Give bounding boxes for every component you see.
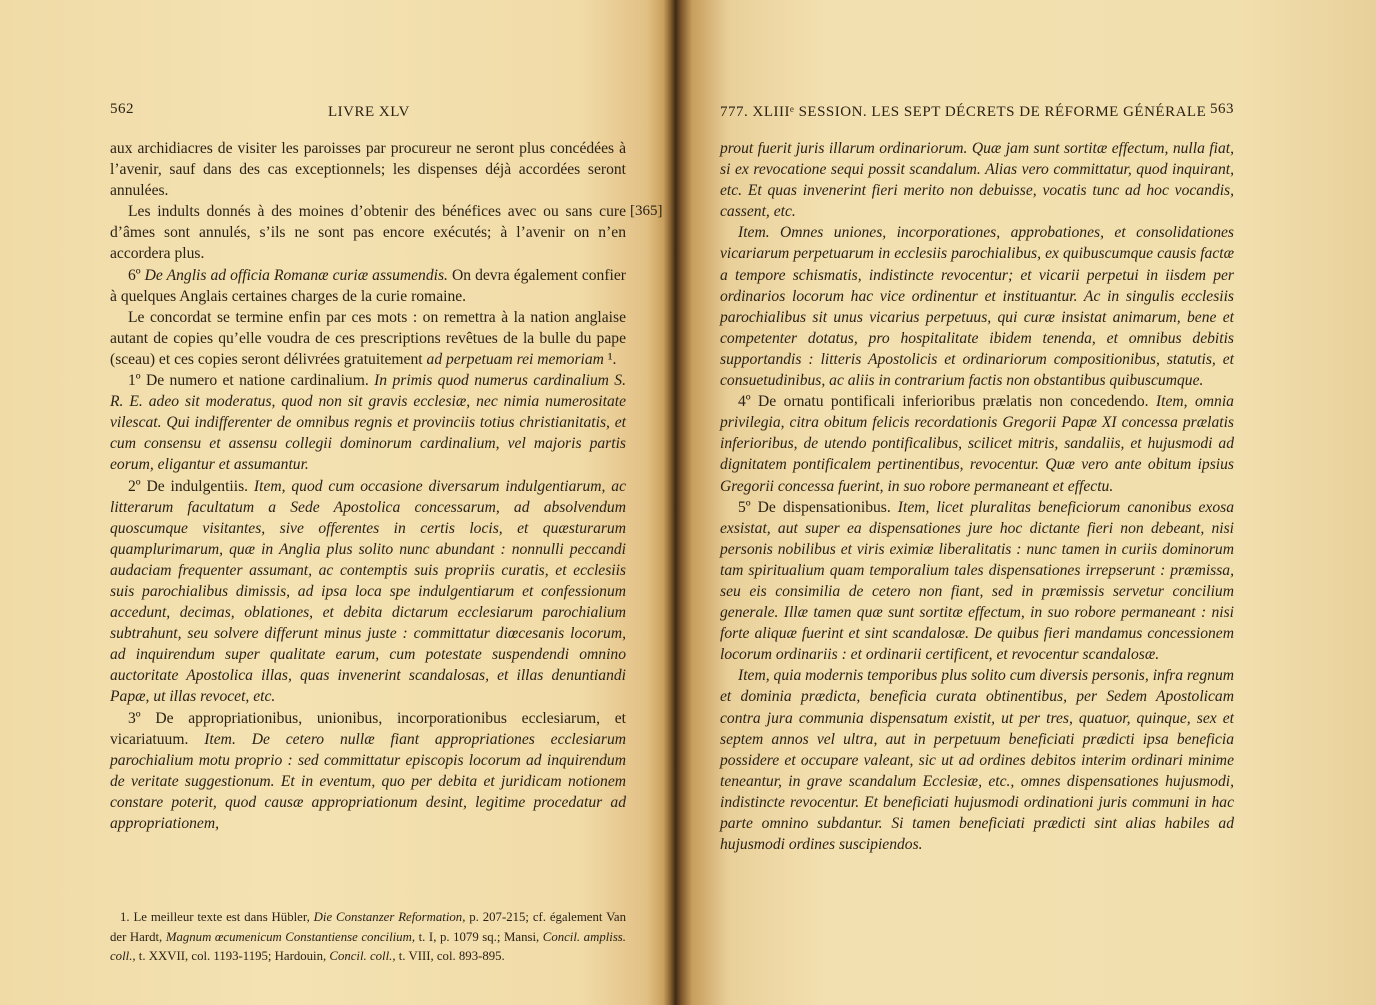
footnote-run: t. VIII, col. 893-895. [395, 949, 505, 963]
footnote-run: t. I, p. 1079 sq.; Mansi, [415, 929, 543, 944]
text-run: 4º De ornatu pontificali inferioribus prælatis non concedendo. [738, 393, 1156, 411]
right_page-paragraph [720, 497, 1234, 666]
footnote-run: Die Constanzer Reformation, [313, 910, 466, 924]
left-running-head: LIVRE XLV [328, 104, 410, 120]
right_page-paragraph [720, 138, 1234, 222]
text-run: ad perpetuam rei memoriam [426, 350, 604, 368]
text-run: ¹. [603, 350, 617, 368]
right-page [678, 0, 1376, 1005]
text-run: prout fuerit juris illarum ordinariorum. Quæ jam sunt sortitæ effectum, nulla fiat, si ex revocatione sequi possit scandalum. Alias vero committatur, quod inquirant, etc. Et quas invenerint fieri merito non debuisse, vocatis tunc ad hoc vocandis, cassent, etc. [720, 140, 1234, 221]
text-run: In primis quod numerus cardinalium S. R. E. adeo sit moderatus, quod non sit gravis ecclesiæ, nec nimia numerositate vilescat. Qui indifferenter de omnibus regnis et provinciis totius christianitatis, et cum consensu et assensu collegii dominorum cardinalium, vel majoris partis eorum, eligantur et assumantur. [110, 372, 626, 474]
text-run: On devra également confier à quelques Anglais certaines charges de la curie romaine. [110, 266, 626, 305]
text-run: 3º De appropriationibus, unionibus, incorporationibus ecclesiarum, et vicariatuum. [110, 709, 626, 748]
text-run: Item. Omnes uniones, incorporationes, approbationes, et consolidationes vicariarum perpetuarum in ecclesiis parochialibus, ex quibuscumque causis factæ a tempore schismatis, indistincte revocentur; et vicarii perpetui in iisdem per ordinarios locorum hac vice ordinentur et instituantur. Ac in singulis ecclesiis parochialibus sit unus vicarius perpetuus, qui curæ insistat animarum, bene et competenter dotatus, pro hospitalitate ibidem tenenda, et omnibus debitis supportandis : litteris Apostolicis et ordinariorum compositionibus, statutis, et consuetudinibus, ac aliis in contrarium factis non obstantibus quibuscumque. [720, 224, 1234, 390]
left-footnote [110, 908, 626, 967]
footnote-run: Magnum œcumenicum Constantiense concilium, [165, 929, 416, 944]
text-run: Les indults donnés à des moines d’obtenir des bénéfices avec ou sans cure d’âmes sont annulés, s’ils ne sont pas encore exécutés; à l’avenir on n’en accordera plus. [110, 203, 626, 263]
left_page-paragraph [110, 265, 626, 307]
footnote-run: Concil. ampliss. coll., [110, 929, 626, 963]
text-run: Item, quia modernis temporibus plus solito cum diversis personis, infra regnum et dominia prædicta, beneficia curata obtinentibus, per Sedem Apostolicam contra jura communia dispensatum existit, ut per tres, quatuor, quinque, sex et septem annos vel ultra, aut in perpetuum beneficiati prædicti ipsa beneficia possidere et occupare valeant, sic ut ad ordines debitos interim ordinari minime teneantur, in grave scandalum Ecclesiæ, etc., omnes dispensationes hujusmodi, indistincte revocentur. Et beneficiati hujusmodi ordinationi juris communi in hac parte omnino subdantur. Si tamen beneficiati prædicti sint alias habiles ad hujusmodi ordines suscipiendos. [720, 667, 1234, 854]
footnote-run: t. XXVII, col. 1193-1195; Hardouin, [135, 949, 330, 963]
left-body-text [110, 138, 626, 834]
right-body-text [720, 138, 1234, 855]
footnote-run: p. 207-215; cf. également Van der Hardt, [110, 910, 626, 944]
text-run: Le concordat se termine enfin par ces mots : on remettra à la nation anglaise autant de copies qu’elle voudra de ces prescriptions revêtues de la bulle du pape (sceau) et ces copies seront délivrées gratuitement [110, 308, 626, 368]
footnote-text [110, 908, 626, 967]
text-run: aux archidiacres de visiter les paroisses par procureur ne seront plus concédées à l’avenir, sauf dans des cas exceptionnels; les dispenses déjà accordées seront annulées. [110, 140, 626, 200]
text-run: 1º De numero et natione cardinalium. [128, 372, 375, 390]
left_page-paragraph [110, 370, 626, 475]
text-run: 5º De dispensationibus. [738, 498, 898, 516]
text-run: 6º [128, 266, 145, 284]
right_page-paragraph [720, 665, 1234, 855]
text-run: Item, licet pluralitas beneficiorum canonibus exosa exsistat, aut super ea dispensationes jure hoc dictante fieri non debeant, nisi personis nobilibus et viris eximiæ liberalitatis : nunc tamen in curiis dominorum tam spiritualium quam temporalium tales dispensationes irrepserunt : præmissa, seu eis consimilia de cetero non fiant, sed in præmissis servetur concilium generale. Illæ tamen quæ sunt sortitæ effectum, in suo robore permaneant : nisi forte aliquæ fuerint et sint scandalosæ. De quibus fieri mandamus concessionem locorum ordinariis : et ordinarii certificent, et revocentur scandalosæ. [720, 498, 1234, 664]
left_page-paragraph [110, 201, 626, 264]
text-run: De Anglis ad officia Romanæ curiæ assumendis. [144, 266, 448, 284]
left_page-paragraph [110, 708, 626, 835]
text-run: 2º De indulgentiis. [128, 477, 254, 495]
margin-reference: [365] [630, 203, 663, 219]
footnote-run: 1. Le meilleur texte est dans Hübler, [120, 910, 314, 924]
text-run: Item, quod cum occasione diversarum indulgentiarum, ac litterarum facultatum a Sede Apostolica concessarum, ad absolvendum quoscumque visitantes, sive offerentes in certis locis, et quæsturarum quamplurimarum, quæ in Anglia plus solito nunc abundant : nonnulli peccandi audaciam frequenter assumant, ac contemptis suis propriis curatis, et ecclesiis suis parochialibus dimissis, ad ipsa loca spe indulgentiarum et confessionum accedunt, decimas, oblationes, et debita dictarum ecclesiarum parochialium subtrahunt, seu solvere differunt minus juste : committatur diœcesanis locorum, ad inquirendum super qualitate earum, cum potestate suspendendi omnino auctoritate Apostolica illas, quas invenerint scandalosas, et illas denuntiandi Papæ, ut illas revocet, etc. [110, 477, 626, 706]
right_page-paragraph [720, 391, 1234, 496]
left-page-number: 562 [110, 101, 134, 117]
right-page-number: 563 [1210, 101, 1234, 117]
left-page [0, 0, 668, 1005]
text-run: Item. De cetero nullæ fiant appropriationes ecclesiarum parochialium motu proprio : sed committatur episcopis locorum ad inquirendum de veritate suggestionum. Et in eventum, quo per debita et juridicam notionem constare poterit, quod causæ appropriationum desint, legitime procedatur ad appropriationem, [110, 730, 627, 832]
left_page-paragraph [110, 138, 626, 201]
right_page-paragraph [720, 222, 1234, 391]
left_page-paragraph [110, 307, 626, 370]
footnote-run: Concil. coll., [329, 949, 396, 963]
text-run: Item, omnia privilegia, citra obitum felicis recordationis Gregorii Papæ XI concessa prælatis inferioribus, de utendo pontificalibus, scilicet mitris, sandaliis, et hujusmodi ad dignitatem pontificalem pertinentibus, revocentur. Quæ vero ante obitum ipsius Gregorii concessa fuerint, in suo robore permaneant et effectu. [720, 393, 1234, 495]
right-running-head: 777. XLIIIᵉ SESSION. LES SEPT DÉCRETS DE RÉFORME GÉNÉRALE [720, 104, 1207, 120]
left_page-paragraph [110, 476, 626, 708]
